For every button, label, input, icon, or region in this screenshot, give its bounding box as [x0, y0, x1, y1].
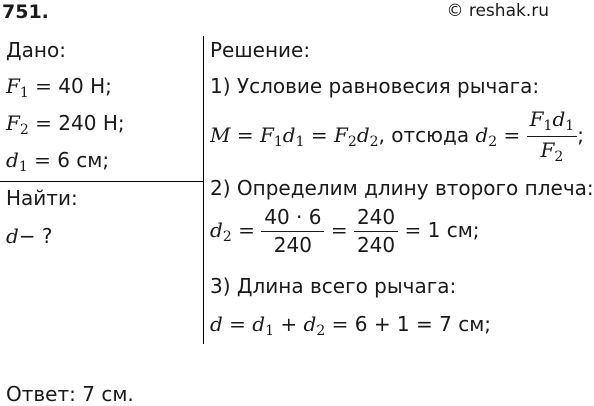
- equilibrium-formula: M = F1d1 = F2d2, отсюда d2 = $\frac{F1d1}{F2}$ ;: [210, 107, 584, 165]
- given-f1-value: 40 Н;: [58, 74, 112, 98]
- given-d1-value: 6 см;: [57, 148, 110, 172]
- given-f2: F2 = 240 Н;: [6, 111, 125, 138]
- find-unknown-rest: − ?: [18, 224, 53, 248]
- step1-text: 1) Условие равновесия рычага:: [210, 74, 540, 98]
- vertical-divider: [203, 36, 204, 344]
- step3-text: 3) Длина всего рычага:: [210, 274, 457, 298]
- find-unknown-var: d: [6, 224, 19, 248]
- find-title: Найти:: [6, 186, 78, 210]
- problem-number: 751.: [2, 1, 49, 23]
- given-d1: d1 = 6 см;: [6, 148, 110, 175]
- d2-result: 1 см;: [427, 218, 480, 242]
- formula-fraction: $\frac{F1d1}{F2}$: [527, 108, 578, 165]
- horizontal-divider: [0, 181, 203, 182]
- calc-fraction-1: $\frac{40 \cdot 6}{240}$: [261, 206, 324, 257]
- answer-value: 7 см.: [82, 382, 134, 406]
- calc-fraction-2: $\frac{240}{240}$: [354, 206, 398, 257]
- otsyuda-word: отсюда: [391, 123, 470, 147]
- answer-line: [6, 384, 134, 404]
- d2-calculation: d2 = $\frac{40 \cdot 6}{240}$ = $\frac{240}{240}$ = 1 см;: [210, 205, 480, 257]
- solution-title: Решение:: [210, 38, 311, 62]
- given-title: Дано:: [6, 38, 66, 62]
- final-sum: 6 + 1 = 7 см;: [354, 312, 492, 336]
- total-length-formula: d = d1 + d2 = 6 + 1 = 7 см;: [210, 312, 492, 339]
- step2-text: 2) Определим длину второго плеча:: [210, 176, 594, 200]
- given-f1: F1 = 40 Н;: [6, 74, 112, 101]
- site-watermark: © reshak.ru: [446, 1, 549, 21]
- given-f2-value: 240 Н;: [58, 111, 125, 135]
- answer-label: Ответ:: [6, 382, 76, 406]
- find-unknown: [6, 226, 53, 246]
